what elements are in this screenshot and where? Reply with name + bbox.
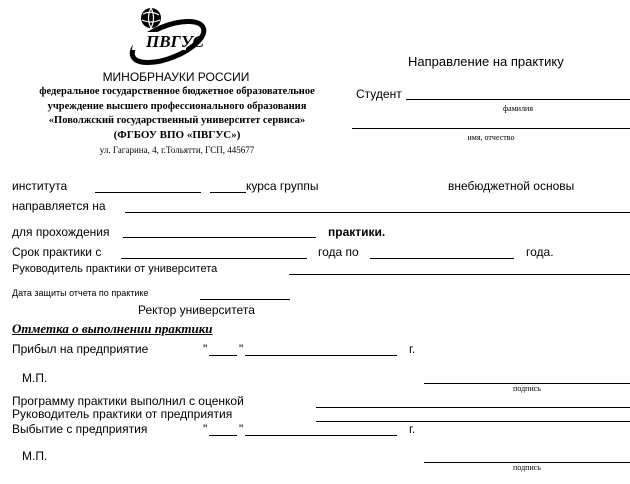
departed-label: Выбытие с предприятия <box>12 422 148 436</box>
grade-field[interactable] <box>316 407 630 408</box>
institute-label: института <box>12 179 68 193</box>
year-to-label: года по <box>318 245 359 259</box>
enterprise-supervisor-label: Руководитель практики от предприятия <box>12 407 233 421</box>
term-end-field[interactable] <box>370 258 514 259</box>
org-abbreviation: (ФГБОУ ВПО «ПВГУС») <box>113 129 241 141</box>
university-logo <box>126 2 210 70</box>
stamp-label: М.П. <box>22 371 48 385</box>
completion-heading: Отметка о выполнении практики <box>12 321 213 336</box>
practice-type-field[interactable] <box>123 237 316 238</box>
departed-day-field[interactable] <box>209 435 237 436</box>
uni-supervisor-label: Руководитель практики от университета <box>12 263 218 275</box>
departed-quote-open: " <box>203 422 208 436</box>
course-field[interactable] <box>210 192 246 193</box>
org-line-1: федеральное государственное бюджетное образовательное <box>39 86 315 97</box>
arrived-quote-close: " <box>239 342 244 356</box>
ministry-name: МИНОБРНАУКИ РОССИИ <box>102 70 250 84</box>
org-address: ул. Гагарина, 4, г.Тольятти, ГСП, 445677 <box>99 145 255 155</box>
term-start-field[interactable] <box>121 258 307 259</box>
for-passing-label: для прохождения <box>12 225 110 239</box>
arrived-month-field[interactable] <box>245 355 397 356</box>
course-group-label: курса группы <box>246 179 319 193</box>
report-date-label: Дата защиты отчета по практике <box>12 288 149 298</box>
student-name-line[interactable] <box>352 128 630 129</box>
uni-supervisor-field[interactable] <box>289 274 630 275</box>
logo-text: ПВГУС <box>146 32 204 51</box>
arrived-label: Прибыл на предприятие <box>12 342 149 356</box>
grade-label: Программу практики выполнил с оценкой <box>12 394 244 408</box>
enterprise-supervisor-field[interactable] <box>316 421 630 422</box>
arrived-day-field[interactable] <box>209 355 237 356</box>
name-caption: имя, отчество <box>467 133 515 142</box>
report-date-field[interactable] <box>200 299 290 300</box>
arrived-quote-open: " <box>203 342 208 356</box>
rector-label: Ректор университета <box>138 303 255 317</box>
org-line-2: учреждение высшего профессионального образования <box>47 101 307 112</box>
student-label: Студент <box>356 87 402 101</box>
departed-year-label: г. <box>409 422 416 436</box>
sent-to-label: направляется на <box>12 199 106 213</box>
institute-field[interactable] <box>95 192 201 193</box>
sent-to-field[interactable] <box>125 212 630 213</box>
departed-quote-close: " <box>239 422 244 436</box>
departed-month-field[interactable] <box>245 435 397 436</box>
document-title: Направление на практику <box>408 54 564 69</box>
surname-caption: фамилия <box>502 104 534 113</box>
term-from-label: Срок практики с <box>12 245 102 259</box>
signature-caption: подпись <box>513 384 541 393</box>
org-line-3: «Поволжский государственный университет сервиса» <box>48 115 306 126</box>
signature-caption-2: подпись <box>513 463 541 472</box>
arrived-year-label: г. <box>409 342 416 356</box>
student-surname-line[interactable] <box>406 99 630 100</box>
funding-label: внебюджетной основы <box>448 179 575 193</box>
stamp-label-2: М.П. <box>22 449 48 463</box>
practice-label: практики. <box>328 225 386 239</box>
year-end-label: года. <box>526 245 554 259</box>
